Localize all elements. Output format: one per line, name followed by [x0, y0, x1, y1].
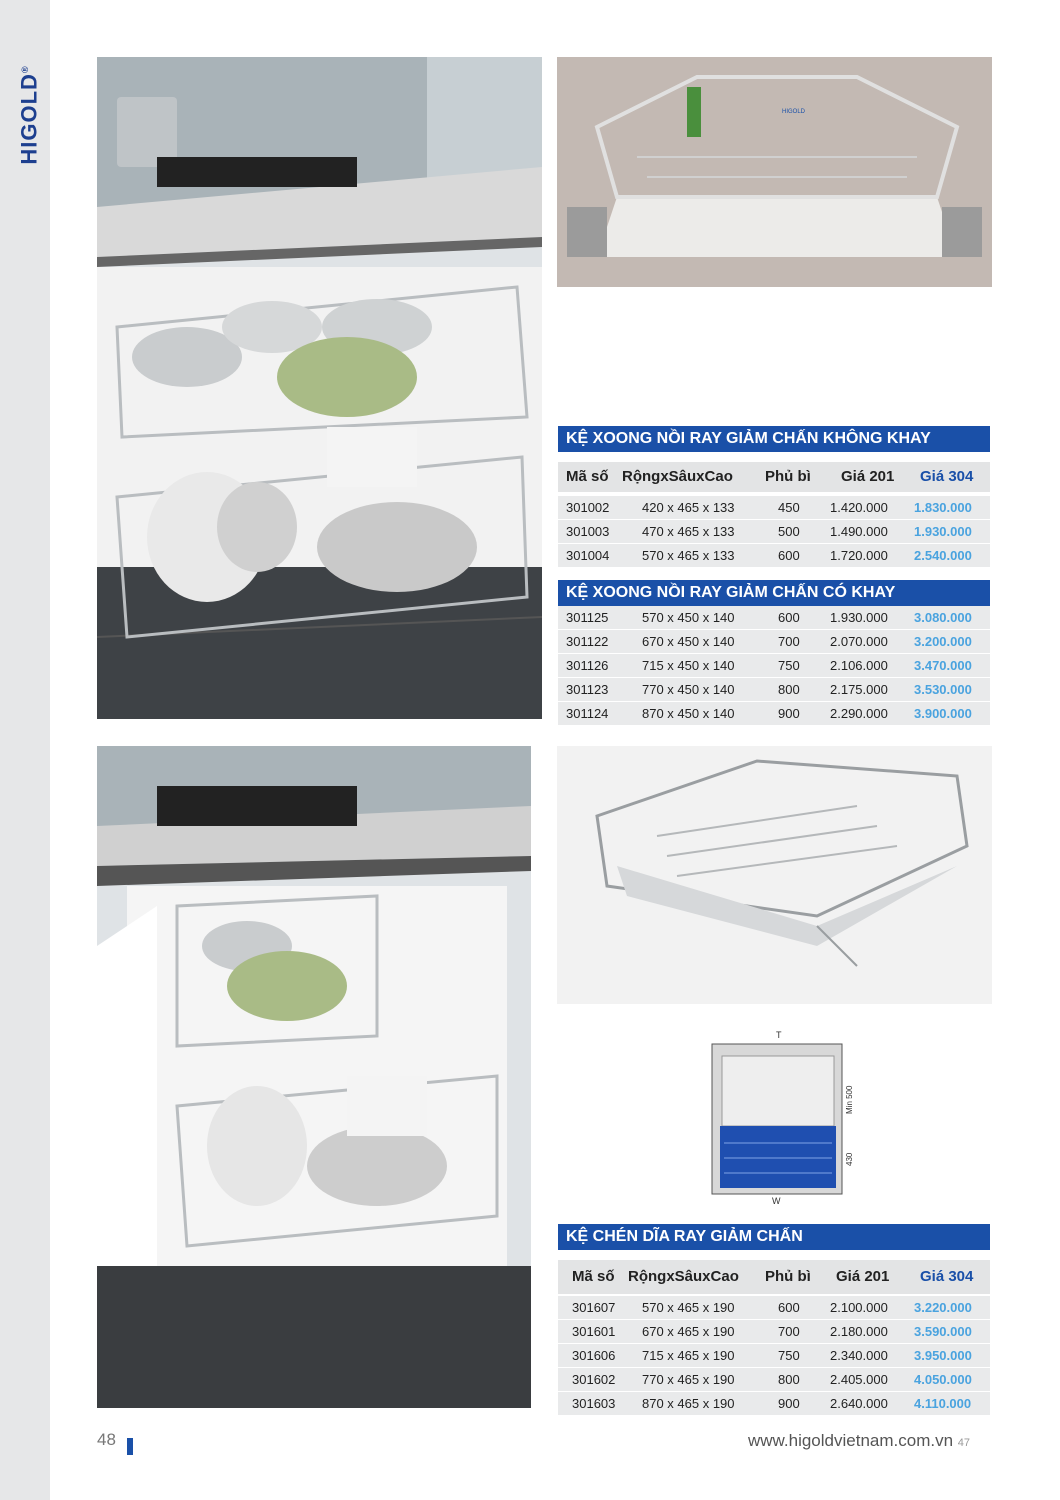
col-size: RộngxSâuxCao — [622, 468, 733, 485]
page-marker — [127, 1438, 133, 1455]
table-no-tray — [558, 496, 990, 568]
product-label: HIGOLD — [782, 109, 806, 115]
col-cover: Phủ bì — [765, 468, 811, 485]
kitchen-photo-pots — [97, 57, 542, 719]
product-photo-dish-rack — [557, 746, 992, 1004]
diagram-top-label: T — [776, 1030, 782, 1040]
col-cover: Phủ bì — [765, 1268, 811, 1285]
dimension-diagram — [704, 1028, 854, 1208]
diagram-width-label: W — [772, 1196, 781, 1206]
website-url[interactable]: www.higoldvietnam.com.vn 47 — [748, 1431, 971, 1450]
col-price-304: Giá 304 — [920, 1268, 974, 1285]
col-price-304: Giá 304 — [920, 468, 974, 485]
sidebar — [0, 0, 50, 1500]
table-row: 301125 570 x 450 x 140 600 1.930.000 3.080.000 — [558, 606, 990, 630]
table-row: 301123 770 x 450 x 140 800 2.175.000 3.530.000 — [558, 678, 990, 702]
page-number: 48 — [97, 1430, 116, 1449]
table-row: 301122 670 x 450 x 140 700 2.070.000 3.200.000 — [558, 630, 990, 654]
table-row: 301606 715 x 465 x 190 750 2.340.000 3.950.000 — [558, 1344, 990, 1368]
table-row: 301126 715 x 450 x 140 750 2.106.000 3.470.000 — [558, 654, 990, 678]
table-row: 301603 870 x 465 x 190 900 2.640.000 4.110.000 — [558, 1392, 990, 1416]
brand-logo: HIGOLD® — [16, 65, 42, 165]
table-row: 301601 670 x 465 x 190 700 2.180.000 3.590.000 — [558, 1320, 990, 1344]
table-row: 301003 470 x 465 x 133 500 1.490.000 1.930.000 — [558, 520, 990, 544]
table-header-no-tray — [558, 462, 990, 492]
table-row: 301602 770 x 465 x 190 800 2.405.000 4.050.000 — [558, 1368, 990, 1392]
table-with-tray — [558, 606, 990, 726]
col-price-201: Giá 201 — [841, 468, 895, 485]
table-row: 301004 570 x 465 x 133 600 1.720.000 2.540.000 — [558, 544, 990, 568]
section-title-dish-rack: KỆ CHÉN DĨA RAY GIẢM CHẤN — [558, 1224, 990, 1250]
table-dish-rack — [558, 1296, 990, 1416]
table-row: 301002 420 x 465 x 133 450 1.420.000 1.830.000 — [558, 496, 990, 520]
product-photo-basket — [557, 57, 992, 287]
table-row: 301124 870 x 450 x 140 900 2.290.000 3.900.000 — [558, 702, 990, 726]
table-row: 301607 570 x 465 x 190 600 2.100.000 3.220.000 — [558, 1296, 990, 1320]
diagram-min-label: Min 500 — [845, 1085, 854, 1114]
section-title-no-tray: KỆ XOONG NỒI RAY GIẢM CHẤN KHÔNG KHAY — [558, 426, 990, 452]
table-header-dish-rack — [558, 1260, 990, 1294]
col-size: RộngxSâuxCao — [628, 1268, 739, 1285]
col-code: Mã số — [566, 468, 609, 485]
diagram-depth-label: 430 — [845, 1152, 854, 1166]
col-code: Mã số — [572, 1268, 615, 1285]
kitchen-photo-dishes — [97, 746, 531, 1408]
col-price-201: Giá 201 — [836, 1268, 890, 1285]
section-title-with-tray: KỆ XOONG NỒI RAY GIẢM CHẤN CÓ KHAY — [558, 580, 990, 606]
